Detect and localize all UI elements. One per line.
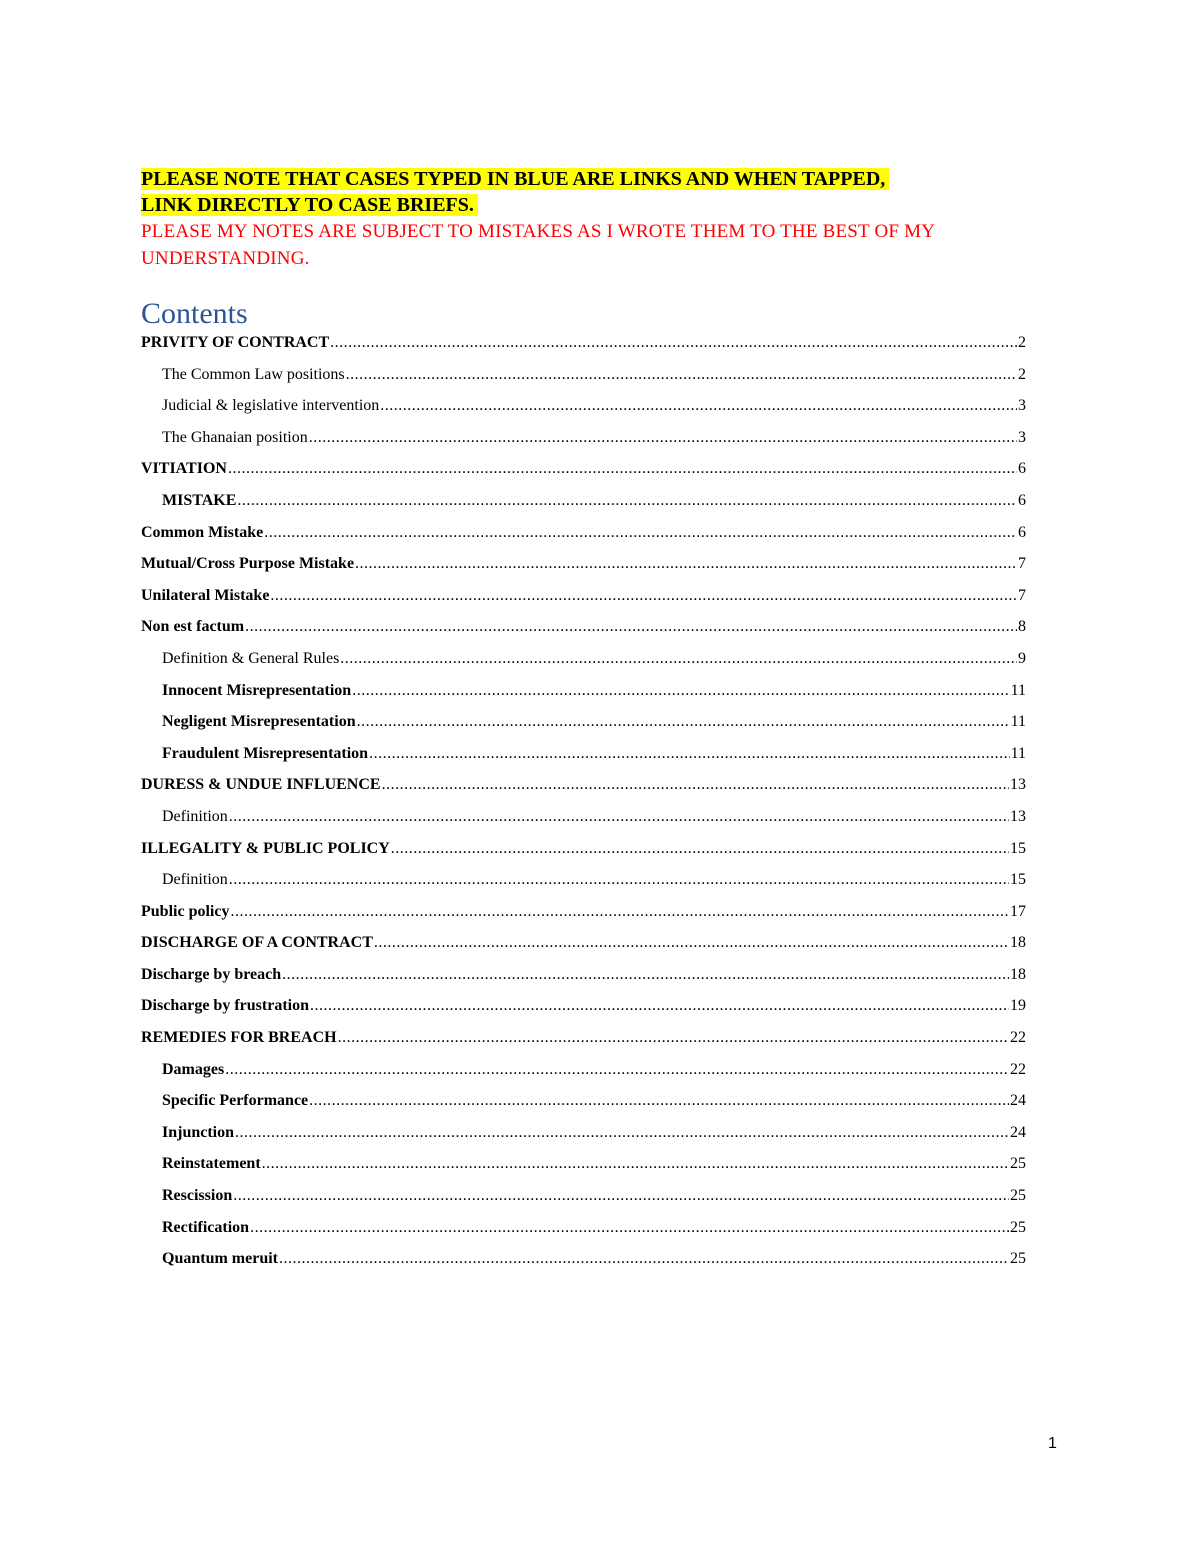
toc-entry[interactable]: Definition & General Rules ..... 9 <box>141 643 1026 675</box>
toc-entry[interactable]: Quantum meruit ..... 25 <box>141 1243 1026 1275</box>
toc-entry[interactable]: PRIVITY OF CONTRACT ..... 2 <box>141 327 1026 359</box>
toc-entry[interactable]: MISTAKE ..... 6 <box>141 485 1026 517</box>
toc-entry[interactable]: Definition ..... 15 <box>141 864 1026 896</box>
table-of-contents <box>141 327 1026 1275</box>
toc-entry[interactable]: Public policy ..... 17 <box>141 896 1026 928</box>
toc-entry[interactable]: DISCHARGE OF A CONTRACT ..... 18 <box>141 927 1026 959</box>
toc-entry[interactable]: Negligent Misrepresentation ..... 11 <box>141 706 1026 738</box>
toc-entry[interactable]: Common Mistake ..... 6 <box>141 517 1026 549</box>
toc-entry[interactable]: DURESS & UNDUE INFLUENCE ..... 13 <box>141 769 1026 801</box>
toc-entry[interactable]: Unilateral Mistake ..... 7 <box>141 580 1026 612</box>
toc-entry[interactable]: Discharge by frustration ..... 19 <box>141 990 1026 1022</box>
toc-entry[interactable]: Judicial & legislative intervention ..... 3 <box>141 390 1026 422</box>
disclaimer-line-2: UNDERSTANDING. <box>141 248 310 269</box>
toc-entry[interactable]: Non est factum ..... 8 <box>141 611 1026 643</box>
toc-entry[interactable]: Damages ..... 22 <box>141 1054 1026 1086</box>
contents-heading: Contents <box>141 297 248 330</box>
notice-line-1: PLEASE NOTE THAT CASES TYPED IN BLUE ARE LINKS AND WHEN TAPPED, <box>141 166 1041 192</box>
toc-entry[interactable]: Injunction ..... 24 <box>141 1117 1026 1149</box>
toc-entry[interactable]: REMEDIES FOR BREACH ..... 22 <box>141 1022 1026 1054</box>
toc-entry[interactable]: Fraudulent Misrepresentation ..... 11 <box>141 738 1026 770</box>
toc-entry[interactable]: Reinstatement ..... 25 <box>141 1148 1026 1180</box>
toc-entry[interactable]: ILLEGALITY & PUBLIC POLICY ..... 15 <box>141 833 1026 865</box>
toc-entry[interactable]: Innocent Misrepresentation ..... 11 <box>141 675 1026 707</box>
toc-entry[interactable]: VITIATION ..... 6 <box>141 453 1026 485</box>
toc-entry[interactable]: The Ghanaian position ..... 3 <box>141 422 1026 454</box>
toc-entry[interactable]: Rescission ..... 25 <box>141 1180 1026 1212</box>
notice-block <box>141 166 1041 272</box>
toc-entry[interactable]: Mutual/Cross Purpose Mistake ..... 7 <box>141 548 1026 580</box>
page-number: 1 <box>1048 1435 1057 1452</box>
toc-entry[interactable]: Discharge by breach ..... 18 <box>141 959 1026 991</box>
toc-entry[interactable]: The Common Law positions ..... 2 <box>141 359 1026 391</box>
disclaimer-line-1: PLEASE MY NOTES ARE SUBJECT TO MISTAKES AS I WROTE THEM TO THE BEST OF MY <box>141 221 936 242</box>
toc-entry[interactable]: Definition ..... 13 <box>141 801 1026 833</box>
notice-line-2: LINK DIRECTLY TO CASE BRIEFS. <box>141 192 1041 218</box>
toc-entry[interactable]: Rectification ..... 25 <box>141 1212 1026 1244</box>
toc-entry[interactable]: Specific Performance ..... 24 <box>141 1085 1026 1117</box>
